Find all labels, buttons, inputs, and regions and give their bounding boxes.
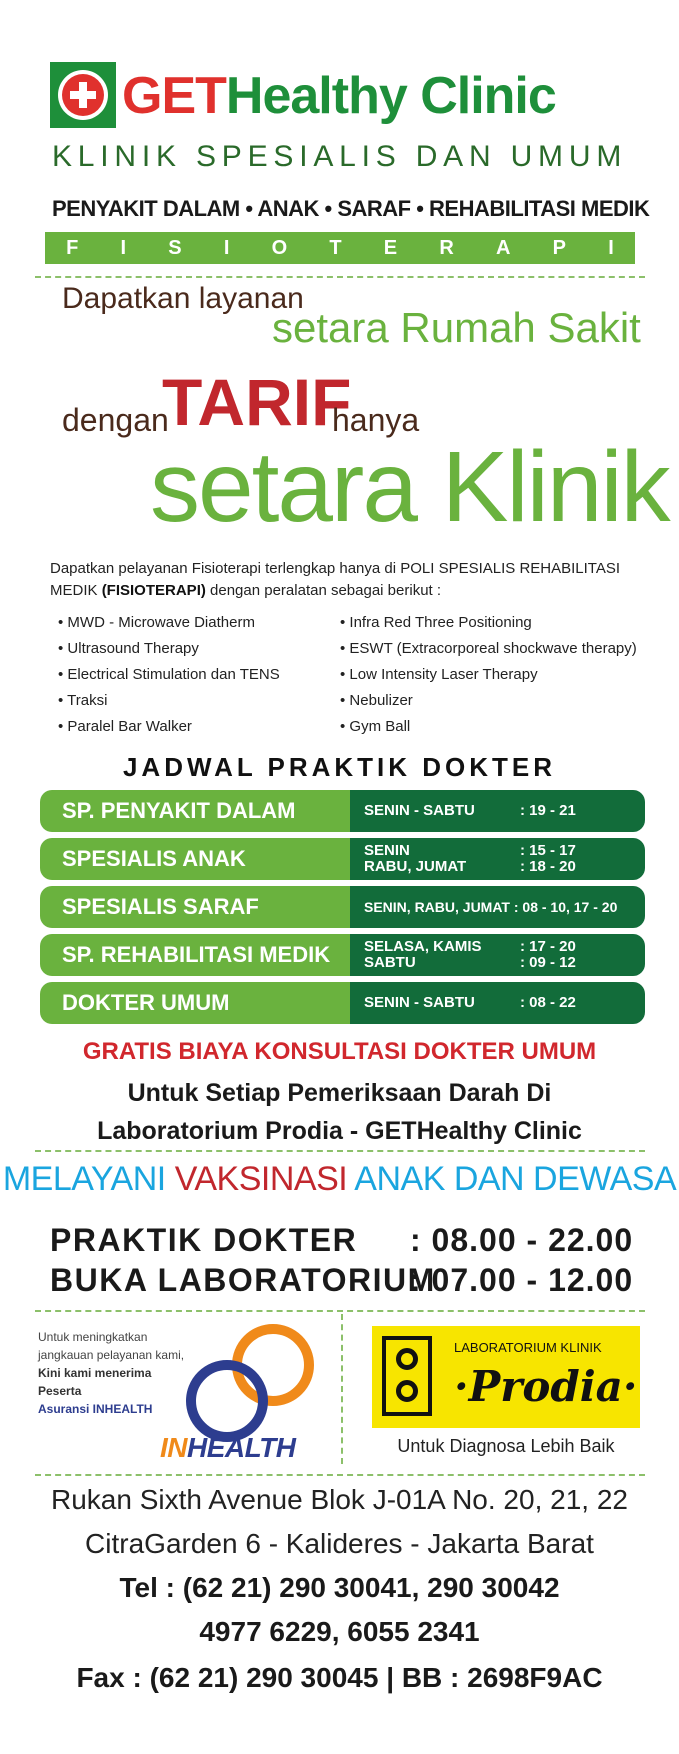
vaccine-part1: MELAYANI: [2, 1160, 166, 1198]
schedule-day: SELASA, KAMIS: [364, 938, 482, 955]
banner-letter: R: [439, 237, 454, 259]
clinic-logo-icon: [50, 62, 116, 128]
hours-label: PRAKTIK DOKTER: [50, 1222, 358, 1258]
intro-bold: (FISIOTERAPI): [101, 582, 206, 599]
schedule-day: SENIN - SABTU: [364, 802, 475, 819]
inhealth-ring-navy-icon: [186, 1360, 268, 1442]
list-item: • Gym Ball: [340, 714, 637, 740]
brand-red: GET: [122, 67, 226, 125]
fax-bb: Fax : (62 21) 290 30045 | BB : 2698F9AC: [76, 1662, 603, 1693]
list-item: • Electrical Stimulation dan TENS: [58, 662, 280, 688]
tagline-hanya: hanya: [332, 402, 420, 438]
prodia-logo: [372, 1326, 640, 1428]
intro-text1: Dapatkan pelayanan Fisioterapi terlengkap hanya di POLI SPESIALIS REHABILITASI MEDIK: [50, 560, 621, 599]
schedule-row: [40, 934, 645, 976]
list-item: • Ultrasound Therapy: [58, 636, 280, 662]
fisioterapi-banner: [45, 232, 635, 264]
specialty-name: SP. REHABILITASI MEDIK: [40, 934, 350, 976]
tagline-line1: Dapatkan layanan: [62, 282, 304, 315]
banner-letter: A: [495, 237, 511, 259]
specialty-name: SPESIALIS ANAK: [40, 838, 350, 880]
banner-letter: F: [66, 237, 79, 259]
clinic-subtitle: KLINIK SPESIALIS DAN UMUM: [52, 140, 628, 173]
banner-letter: E: [383, 237, 398, 259]
banner-letter: T: [329, 237, 342, 259]
schedule-time: : 18 - 20: [520, 858, 576, 875]
free-consultation-details: [0, 1074, 679, 1150]
prodia-small-label: LABORATORIUM KLINIK: [454, 1340, 602, 1355]
promo-line2: Laboratorium Prodia - GETHealthy Clinic: [97, 1117, 582, 1145]
specialties-list: PENYAKIT DALAM • ANAK • SARAF • REHABILITASI MEDIK: [52, 196, 650, 221]
schedule-time: : 08 - 22: [520, 994, 576, 1011]
brand-green: Healthy Clinic: [225, 67, 556, 125]
list-item: • Traksi: [58, 688, 280, 714]
specialty-name: SPESIALIS SARAF: [40, 886, 350, 928]
insurance-info: [38, 1328, 198, 1418]
hours-value: : 07.00 - 12.00: [410, 1262, 634, 1298]
inhealth-logo-b: HEALTH: [187, 1432, 296, 1463]
divider: [35, 276, 645, 278]
tagline-setara-klinik: setara Klinik: [150, 431, 669, 543]
vaccination-banner: [0, 1160, 679, 1199]
inhealth-logo: [160, 1432, 295, 1464]
promo-line1: Untuk Setiap Pemeriksaan Darah Di: [127, 1079, 552, 1107]
insurance-line: jangkauan pelayanan kami,: [38, 1348, 185, 1362]
physio-intro: [50, 558, 640, 602]
specialty-name: DOKTER UMUM: [40, 982, 350, 1024]
tagline-tarif: TARIF: [162, 365, 352, 439]
specialty-name: SP. PENYAKIT DALAM: [40, 790, 350, 832]
list-item: • ESWT (Extracorporeal shockwave therapy): [340, 636, 637, 662]
equipment-list-left: [58, 610, 280, 740]
hours-value: : 08.00 - 22.00: [410, 1222, 634, 1258]
schedule-row: [40, 838, 645, 880]
intro-text2: dengan peralatan sebagai berikut :: [205, 582, 442, 599]
schedule-row: [40, 790, 645, 832]
inhealth-logo-a: IN: [160, 1432, 187, 1463]
brand-name: [122, 66, 556, 126]
prodia-name: ·Prodia·: [454, 1362, 638, 1411]
insurance-line: Untuk meningkatkan: [38, 1330, 148, 1344]
equipment-list-right: [340, 610, 637, 740]
phone-numbers-2: 4977 6229, 6055 2341: [199, 1616, 480, 1647]
insurance-line: Peserta: [38, 1384, 82, 1398]
schedule-row: [40, 982, 645, 1024]
divider: [35, 1310, 645, 1312]
schedule-day: RABU, JUMAT: [364, 858, 467, 875]
tagline-line2: setara Rumah Sakit: [272, 304, 641, 351]
banner-letter: O: [271, 237, 288, 259]
banner-letter: I: [608, 237, 614, 259]
address-line1: Rukan Sixth Avenue Blok J-01A No. 20, 21, 22: [51, 1484, 628, 1515]
vaccine-part2: VAKSINASI: [174, 1160, 348, 1198]
schedule-day: SABTU: [364, 954, 416, 971]
schedule-time: : 09 - 12: [520, 954, 576, 971]
divider: [35, 1150, 645, 1152]
list-item: • Low Intensity Laser Therapy: [340, 662, 637, 688]
vertical-divider: [341, 1314, 343, 1464]
banner-letter: P: [552, 237, 566, 259]
schedule-row: [40, 886, 645, 928]
list-item: • Infra Red Three Positioning: [340, 610, 637, 636]
hours-label: BUKA LABORATORIUM: [50, 1262, 436, 1298]
list-item: • MWD - Microwave Diatherm: [58, 610, 280, 636]
schedule-time: : 15 - 17: [520, 842, 576, 859]
schedule-day: SENIN - SABTU: [364, 994, 475, 1011]
insurance-line: Kini kami menerima: [38, 1366, 152, 1380]
insurance-line: Asuransi INHEALTH: [38, 1402, 153, 1416]
schedule-day-time: SENIN, RABU, JUMAT : 08 - 10, 17 - 20: [364, 899, 618, 915]
banner-letter: I: [223, 237, 230, 259]
prodia-tagline: Untuk Diagnosa Lebih Baik: [397, 1436, 615, 1456]
schedule-day: SENIN: [364, 842, 410, 859]
divider: [35, 1474, 645, 1476]
schedule-time: : 19 - 21: [520, 802, 576, 819]
banner-letter: S: [168, 237, 182, 259]
free-consultation-headline: GRATIS BIAYA KONSULTASI DOKTER UMUM: [82, 1038, 597, 1065]
vaccine-part3: ANAK DAN DEWASA: [354, 1160, 677, 1198]
schedule-time: : 17 - 20: [520, 938, 576, 955]
address-line2: CitraGarden 6 - Kalideres - Jakarta Barat: [85, 1528, 594, 1559]
list-item: • Nebulizer: [340, 688, 637, 714]
phone-numbers: Tel : (62 21) 290 30041, 290 30042: [119, 1572, 560, 1603]
tagline-dengan: dengan: [62, 402, 169, 438]
prodia-mark-icon: [382, 1336, 432, 1416]
banner-letter: I: [120, 237, 127, 259]
schedule-title: JADWAL PRAKTIK DOKTER: [122, 752, 557, 782]
list-item: • Paralel Bar Walker: [58, 714, 280, 740]
